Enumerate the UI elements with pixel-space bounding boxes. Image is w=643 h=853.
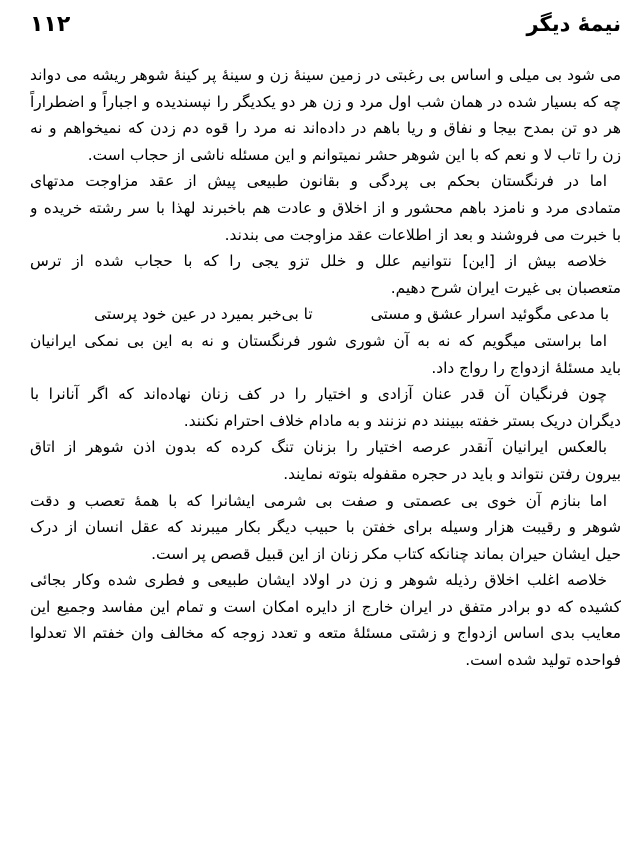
text-line: می شود بی میلی و اساس بی رغبتی در زمین سینهٔ زن و سینهٔ پر کینهٔ شوهر ریشه می دواند	[30, 66, 621, 84]
text-line: خلاصه بیش از [این] نتوانیم علل و خلل تزو یجی را که با حجاب شده از ترس	[30, 252, 607, 271]
text-line: بالعکس ایرانیان آنقدر عرصه اختیار را بزنان تنگ کرده که بدون اذن شوهر از اتاق	[30, 438, 607, 457]
text-line: خلاصه اغلب اخلاق رذیله شوهر و زن در اولاد ایشان طبیعی و فطری شده وکار بجائی	[30, 571, 607, 590]
text-line: اما بنازم آن خوی بی عصمتی و صفت بی شرمی ایشانرا که با همهٔ تعصب و دقت	[30, 491, 607, 510]
text-line: با خبرت می فروشند و بعد از اطلاعات عقد مزاوجت می بندند.	[224, 225, 621, 244]
text-line: متمادی مرد و نامزد باهم محشور و از اخلاق و عادت هم باخبرند لهذا با سر رشته خریده و	[30, 198, 621, 217]
poem-verse	[30, 301, 621, 328]
running-title: نیمهٔ دیگر	[526, 12, 621, 36]
text-line: چه که بسیار شده در همان شب اول مرد و زن هر دو یکدیگر را نپسندیده و اجباراً و اضطراراً	[30, 92, 621, 111]
page-header	[30, 6, 621, 42]
text-line: زن را تاب لا و نعم که با این شوهر حشر نمیتوانم و این مسئله ناشی از حجاب است.	[87, 145, 621, 164]
text-line: باید مسئلهٔ ازدواج را رواج داد.	[431, 358, 621, 377]
text-line: کشیده که دو برادر متفق در ایران خارج از دایره امکان است و تمام این مفاسد وجمیع این	[30, 597, 621, 616]
body-text	[30, 62, 621, 674]
text-line: چون فرنگیان آن قدر عنان آزادی و اختیار را در کف زنان نهاده‌اند که اگر آنانرا با	[30, 385, 607, 404]
text-line: متعصبان بی غیرت ایران شرح دهیم.	[390, 278, 621, 297]
text-line: حیل ایشان حیران بماند چنانکه کتاب مکر زنان از این قبیل قصص پر است.	[151, 544, 621, 563]
text-line: هر دو تن بمدح بیجا و نفاق و ریا باهم در داده‌اند نه مرد را قوه دم زدن که نمیخواهم و نه	[30, 119, 621, 138]
text-line: اما براستی میگویم که نه به آن شوری شور فرنگستان و نه به این بی نمکی ایرانیان	[30, 331, 607, 350]
text-line: معایب بدی اساس ازدواج و زشتی مسئلهٔ متعه و تعدد زوجه که مخالف وان خفتم الا تعدلوا	[30, 624, 621, 643]
verse-hemistich: تا بی‌خبر بمیرد در عین خود پرستی	[94, 305, 313, 324]
verse-hemistich: با مدعی مگوئید اسرار عشق و مستی	[370, 305, 609, 324]
text-line: شوهر و رقیبت هزار وسیله برای خفتن با حبیب دیگر بکار میبرند که عقل انسان از درک	[30, 518, 621, 537]
text-line: اما در فرنگستان بحکم بی پردگی و بقانون طبیعی پیش از عقد مزاوجت مدتهای	[30, 172, 607, 191]
text-line: دیگران دریک بستر خفته ببینند دم نزنند و به مادام خلاف احترام نکنند.	[183, 411, 621, 430]
text-line: فواحده تولید شده است.	[465, 651, 621, 670]
text-line: بیرون رفتن نتواند و باید در حجره مقفوله بتوته نمایند.	[283, 464, 621, 483]
page-number: ۱۱۲	[30, 11, 71, 37]
